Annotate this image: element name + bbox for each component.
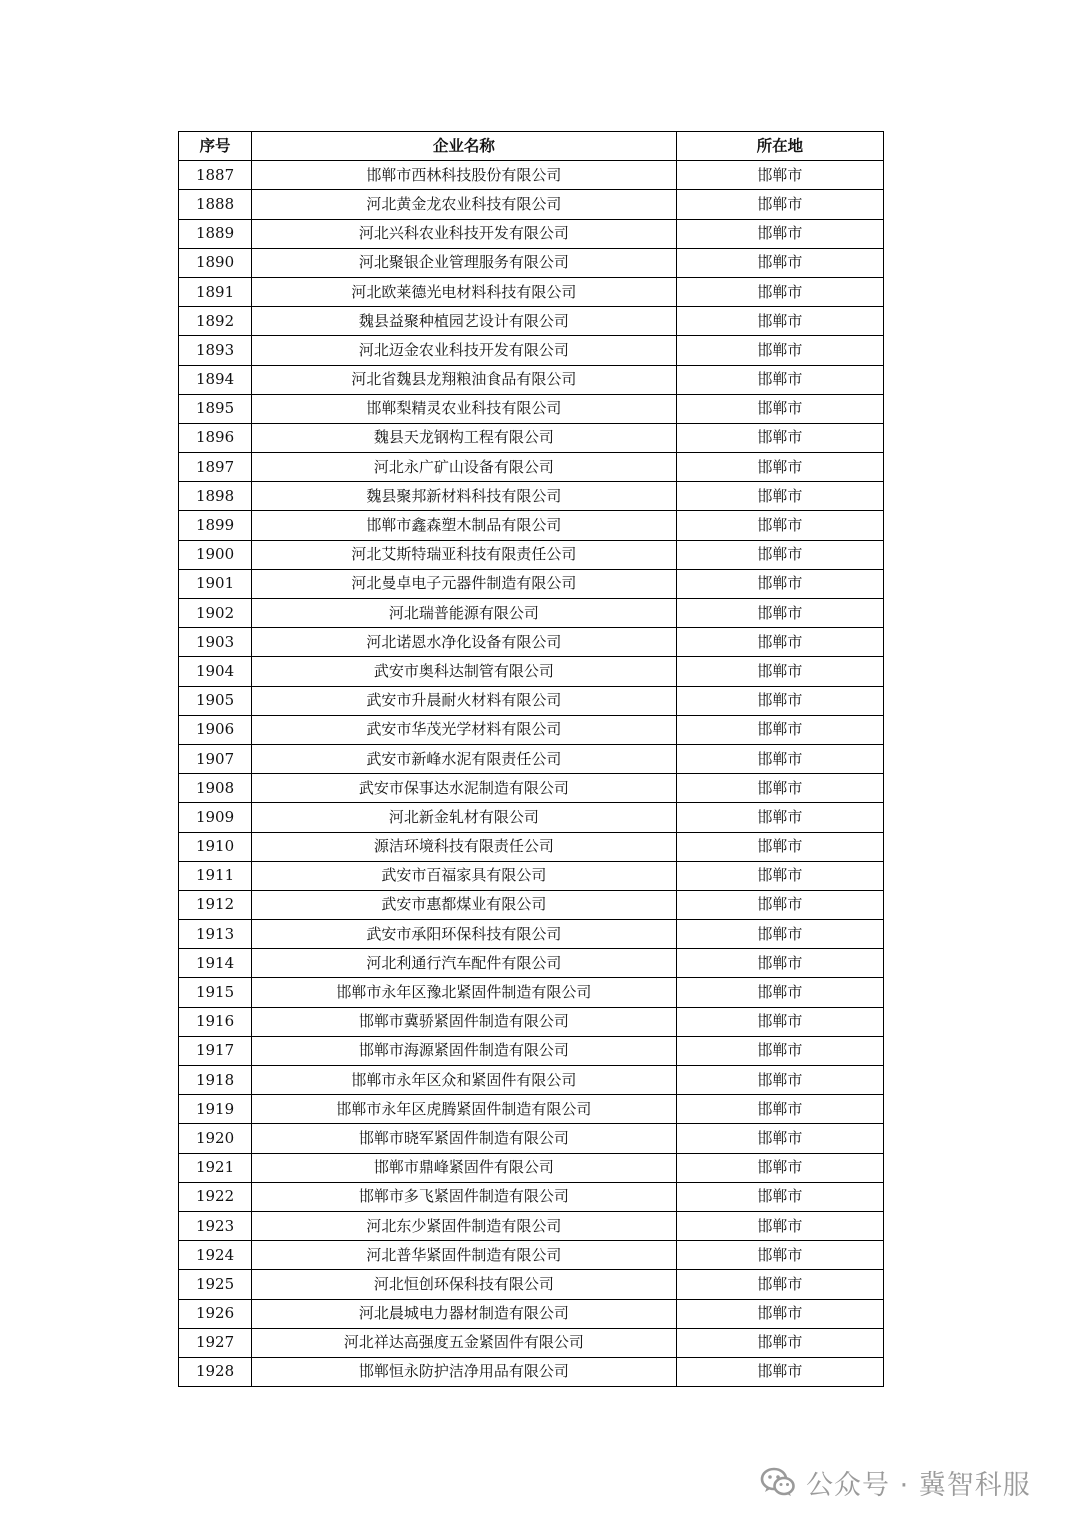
table-row [179, 1357, 884, 1386]
cell-serial-number: 1909 [179, 803, 252, 832]
cell-location: 邯郸市 [676, 949, 883, 978]
table-row [179, 190, 884, 219]
cell-serial-number: 1911 [179, 861, 252, 890]
cell-enterprise-name: 邯郸市永年区众和紧固件有限公司 [252, 1066, 677, 1095]
watermark-text: 公众号 · 冀智科服 [806, 1469, 1031, 1501]
cell-enterprise-name: 武安市承阳环保科技有限公司 [252, 920, 677, 949]
table-row [179, 307, 884, 336]
cell-serial-number: 1904 [179, 657, 252, 686]
cell-serial-number: 1887 [179, 161, 252, 190]
cell-location: 邯郸市 [676, 336, 883, 365]
table-row [179, 657, 884, 686]
cell-enterprise-name: 河北晨城电力器材制造有限公司 [252, 1299, 677, 1328]
cell-serial-number: 1919 [179, 1095, 252, 1124]
cell-location: 邯郸市 [676, 920, 883, 949]
table-row [179, 569, 884, 598]
cell-location: 邯郸市 [676, 277, 883, 306]
table-row [179, 599, 884, 628]
cell-serial-number: 1912 [179, 890, 252, 919]
cell-location: 邯郸市 [676, 1153, 883, 1182]
cell-enterprise-name: 邯郸市多飞紧固件制造有限公司 [252, 1182, 677, 1211]
cell-location: 邯郸市 [676, 511, 883, 540]
table-row [179, 628, 884, 657]
cell-location: 邯郸市 [676, 1328, 883, 1357]
cell-serial-number: 1895 [179, 394, 252, 423]
cell-location: 邯郸市 [676, 686, 883, 715]
cell-serial-number: 1889 [179, 219, 252, 248]
cell-location: 邯郸市 [676, 657, 883, 686]
cell-enterprise-name: 邯郸市冀骄紧固件制造有限公司 [252, 1007, 677, 1036]
cell-enterprise-name: 河北兴科农业科技开发有限公司 [252, 219, 677, 248]
table-row [179, 920, 884, 949]
cell-location: 邯郸市 [676, 1299, 883, 1328]
cell-location: 邯郸市 [676, 569, 883, 598]
table-row [179, 861, 884, 890]
cell-location: 邯郸市 [676, 307, 883, 336]
cell-serial-number: 1903 [179, 628, 252, 657]
cell-serial-number: 1922 [179, 1182, 252, 1211]
cell-enterprise-name: 河北艾斯特瑞亚科技有限责任公司 [252, 540, 677, 569]
cell-serial-number: 1900 [179, 540, 252, 569]
cell-serial-number: 1893 [179, 336, 252, 365]
cell-location: 邯郸市 [676, 628, 883, 657]
cell-location: 邯郸市 [676, 1211, 883, 1240]
cell-enterprise-name: 武安市新峰水泥有限责任公司 [252, 744, 677, 773]
cell-serial-number: 1921 [179, 1153, 252, 1182]
table-row [179, 715, 884, 744]
table-row [179, 832, 884, 861]
cell-location: 邯郸市 [676, 1124, 883, 1153]
cell-location: 邯郸市 [676, 861, 883, 890]
header-location: 所在地 [676, 132, 883, 161]
cell-location: 邯郸市 [676, 161, 883, 190]
cell-enterprise-name: 邯郸市永年区虎腾紧固件制造有限公司 [252, 1095, 677, 1124]
cell-location: 邯郸市 [676, 365, 883, 394]
cell-location: 邯郸市 [676, 1270, 883, 1299]
cell-location: 邯郸市 [676, 832, 883, 861]
cell-enterprise-name: 武安市百福家具有限公司 [252, 861, 677, 890]
cell-location: 邯郸市 [676, 540, 883, 569]
table-row [179, 248, 884, 277]
table-row [179, 423, 884, 452]
cell-location: 邯郸市 [676, 744, 883, 773]
table-row [179, 394, 884, 423]
table-row [179, 161, 884, 190]
cell-serial-number: 1920 [179, 1124, 252, 1153]
cell-serial-number: 1915 [179, 978, 252, 1007]
cell-serial-number: 1898 [179, 482, 252, 511]
cell-serial-number: 1905 [179, 686, 252, 715]
cell-serial-number: 1891 [179, 277, 252, 306]
cell-enterprise-name: 源洁环境科技有限责任公司 [252, 832, 677, 861]
cell-enterprise-name: 河北永广矿山设备有限公司 [252, 453, 677, 482]
table-header-row [179, 132, 884, 161]
cell-enterprise-name: 河北黄金龙农业科技有限公司 [252, 190, 677, 219]
cell-serial-number: 1917 [179, 1036, 252, 1065]
table-row [179, 219, 884, 248]
cell-serial-number: 1896 [179, 423, 252, 452]
table-row [179, 1036, 884, 1065]
cell-location: 邯郸市 [676, 394, 883, 423]
cell-enterprise-name: 河北利通行汽车配件有限公司 [252, 949, 677, 978]
wechat-icon [760, 1466, 796, 1498]
cell-serial-number: 1913 [179, 920, 252, 949]
table-row [179, 1124, 884, 1153]
table-row [179, 774, 884, 803]
cell-enterprise-name: 河北欧莱德光电材料科技有限公司 [252, 277, 677, 306]
cell-enterprise-name: 邯郸市永年区豫北紧固件制造有限公司 [252, 978, 677, 1007]
cell-enterprise-name: 武安市升晨耐火材料有限公司 [252, 686, 677, 715]
table-row [179, 803, 884, 832]
table-row [179, 1211, 884, 1240]
cell-enterprise-name: 河北诺恩水净化设备有限公司 [252, 628, 677, 657]
table-row [179, 744, 884, 773]
table-row [179, 1153, 884, 1182]
cell-location: 邯郸市 [676, 1066, 883, 1095]
table-row [179, 540, 884, 569]
cell-enterprise-name: 河北瑞普能源有限公司 [252, 599, 677, 628]
cell-serial-number: 1914 [179, 949, 252, 978]
cell-enterprise-name: 邯郸梨精灵农业科技有限公司 [252, 394, 677, 423]
cell-location: 邯郸市 [676, 978, 883, 1007]
cell-enterprise-name: 武安市保事达水泥制造有限公司 [252, 774, 677, 803]
cell-enterprise-name: 邯郸市海源紧固件制造有限公司 [252, 1036, 677, 1065]
table-row [179, 978, 884, 1007]
cell-serial-number: 1894 [179, 365, 252, 394]
cell-location: 邯郸市 [676, 248, 883, 277]
cell-location: 邯郸市 [676, 1357, 883, 1386]
cell-serial-number: 1902 [179, 599, 252, 628]
cell-enterprise-name: 邯郸市晓军紧固件制造有限公司 [252, 1124, 677, 1153]
table-row [179, 890, 884, 919]
cell-enterprise-name: 河北曼卓电子元器件制造有限公司 [252, 569, 677, 598]
cell-location: 邯郸市 [676, 453, 883, 482]
table-row [179, 1066, 884, 1095]
table-row [179, 511, 884, 540]
cell-enterprise-name: 河北恒创环保科技有限公司 [252, 1270, 677, 1299]
cell-serial-number: 1918 [179, 1066, 252, 1095]
cell-serial-number: 1888 [179, 190, 252, 219]
cell-enterprise-name: 邯郸市西林科技股份有限公司 [252, 161, 677, 190]
cell-serial-number: 1892 [179, 307, 252, 336]
table-row [179, 1270, 884, 1299]
header-serial-number: 序号 [179, 132, 252, 161]
cell-enterprise-name: 河北迈金农业科技开发有限公司 [252, 336, 677, 365]
table-row [179, 277, 884, 306]
table-row [179, 1241, 884, 1270]
cell-enterprise-name: 邯郸市鑫森塑木制品有限公司 [252, 511, 677, 540]
cell-serial-number: 1890 [179, 248, 252, 277]
cell-serial-number: 1925 [179, 1270, 252, 1299]
cell-serial-number: 1901 [179, 569, 252, 598]
cell-location: 邯郸市 [676, 423, 883, 452]
table-row [179, 365, 884, 394]
cell-enterprise-name: 魏县益聚种植园艺设计有限公司 [252, 307, 677, 336]
cell-location: 邯郸市 [676, 219, 883, 248]
cell-enterprise-name: 武安市华茂光学材料有限公司 [252, 715, 677, 744]
table-row [179, 336, 884, 365]
cell-location: 邯郸市 [676, 190, 883, 219]
cell-location: 邯郸市 [676, 1007, 883, 1036]
cell-serial-number: 1907 [179, 744, 252, 773]
cell-location: 邯郸市 [676, 1241, 883, 1270]
cell-serial-number: 1899 [179, 511, 252, 540]
table-row [179, 949, 884, 978]
cell-location: 邯郸市 [676, 1182, 883, 1211]
cell-enterprise-name: 河北省魏县龙翔粮油食品有限公司 [252, 365, 677, 394]
cell-enterprise-name: 魏县聚邦新材料科技有限公司 [252, 482, 677, 511]
table-row [179, 1007, 884, 1036]
table-row [179, 1095, 884, 1124]
cell-enterprise-name: 河北聚银企业管理服务有限公司 [252, 248, 677, 277]
cell-serial-number: 1926 [179, 1299, 252, 1328]
cell-location: 邯郸市 [676, 774, 883, 803]
cell-location: 邯郸市 [676, 1036, 883, 1065]
cell-serial-number: 1910 [179, 832, 252, 861]
cell-location: 邯郸市 [676, 599, 883, 628]
header-enterprise-name: 企业名称 [252, 132, 677, 161]
cell-enterprise-name: 邯郸市鼎峰紧固件有限公司 [252, 1153, 677, 1182]
watermark [760, 1458, 1031, 1506]
cell-location: 邯郸市 [676, 482, 883, 511]
cell-enterprise-name: 武安市奥科达制管有限公司 [252, 657, 677, 686]
cell-location: 邯郸市 [676, 715, 883, 744]
cell-serial-number: 1927 [179, 1328, 252, 1357]
table-row [179, 1182, 884, 1211]
cell-enterprise-name: 武安市惠都煤业有限公司 [252, 890, 677, 919]
cell-enterprise-name: 河北新金轧材有限公司 [252, 803, 677, 832]
cell-serial-number: 1906 [179, 715, 252, 744]
table-row [179, 453, 884, 482]
cell-location: 邯郸市 [676, 803, 883, 832]
cell-enterprise-name: 河北普华紧固件制造有限公司 [252, 1241, 677, 1270]
cell-enterprise-name: 邯郸恒永防护洁净用品有限公司 [252, 1357, 677, 1386]
cell-location: 邯郸市 [676, 890, 883, 919]
cell-location: 邯郸市 [676, 1095, 883, 1124]
cell-enterprise-name: 河北祥达高强度五金紧固件有限公司 [252, 1328, 677, 1357]
table-row [179, 1299, 884, 1328]
table-row [179, 686, 884, 715]
cell-enterprise-name: 魏县天龙钢构工程有限公司 [252, 423, 677, 452]
table-row [179, 482, 884, 511]
cell-serial-number: 1924 [179, 1241, 252, 1270]
cell-serial-number: 1916 [179, 1007, 252, 1036]
table-body [179, 161, 884, 1387]
cell-serial-number: 1908 [179, 774, 252, 803]
cell-serial-number: 1928 [179, 1357, 252, 1386]
cell-enterprise-name: 河北东少紧固件制造有限公司 [252, 1211, 677, 1240]
table-row [179, 1328, 884, 1357]
cell-serial-number: 1923 [179, 1211, 252, 1240]
enterprise-table [178, 131, 884, 1387]
cell-serial-number: 1897 [179, 453, 252, 482]
